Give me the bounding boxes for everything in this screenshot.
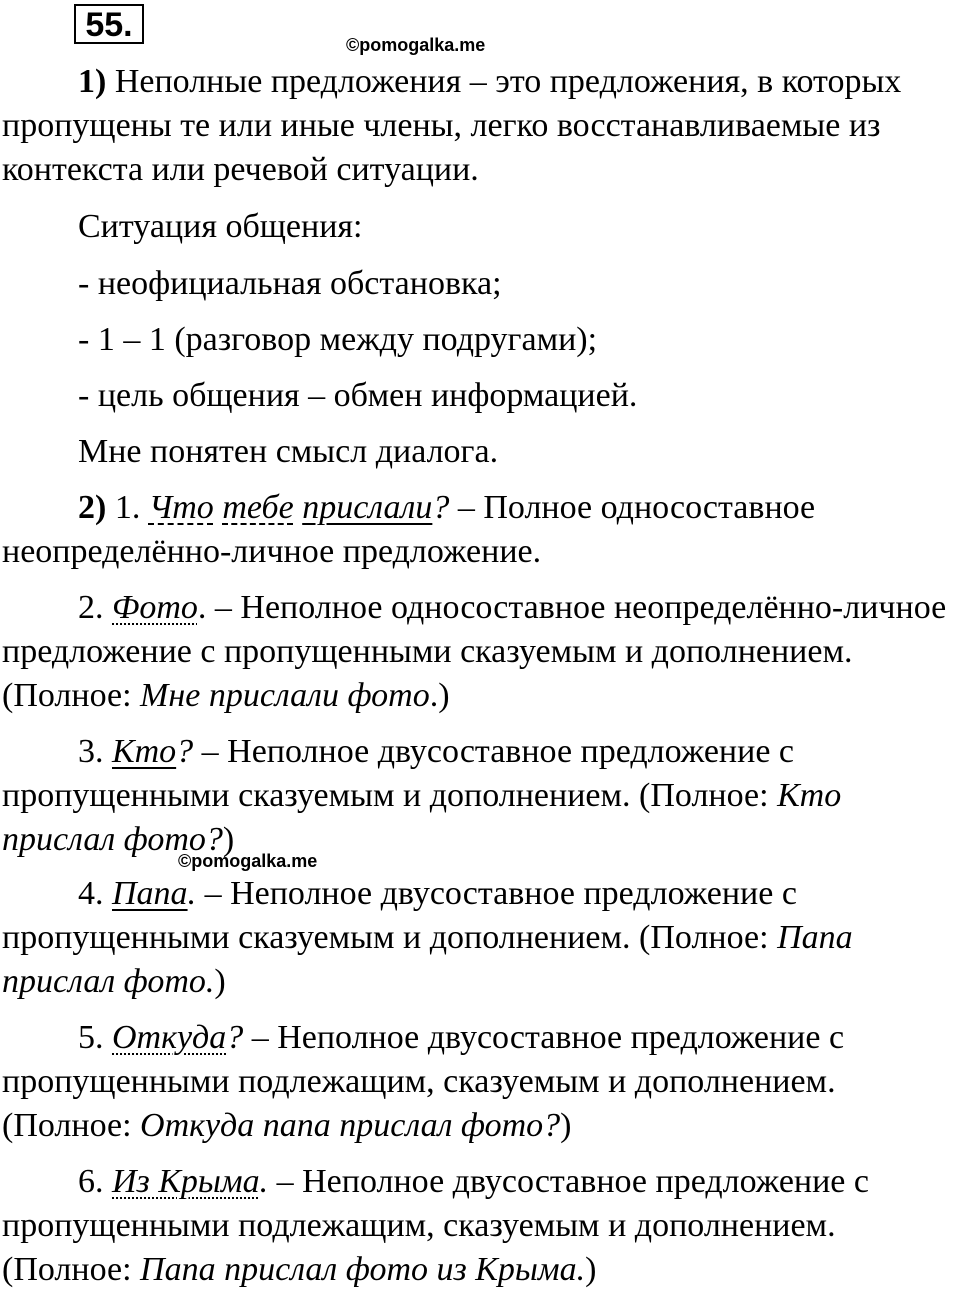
item-description: – Неполное двусоставное предложение с пропущенными сказуемым и дополнением. (Полное: xyxy=(2,733,795,814)
item-description: – Неполное двусоставное предложение с пропущенными подлежащим, сказуемым и дополнением. (Полное: xyxy=(2,1019,845,1144)
conclusion: Мне понятен смысл диалога. xyxy=(78,433,499,470)
analysis-item-4 xyxy=(2,872,960,1004)
underlined-word: Фото xyxy=(112,589,198,626)
item-description: – Неполное двусоставное предложение с пропущенными сказуемым и дополнением. (Полное: xyxy=(2,875,797,956)
underlined-word: Папа xyxy=(112,875,188,912)
situation-item: - цель общения – обмен информацией. xyxy=(78,377,638,414)
analysis-item-2 xyxy=(2,586,960,718)
underlined-word: тебе xyxy=(222,489,294,526)
situation-item: - неофициальная обстановка; xyxy=(78,265,502,302)
underlined-word: Кто xyxy=(112,733,177,770)
punctuation: ) xyxy=(222,821,235,858)
definition-paragraph xyxy=(2,60,960,192)
underlined-word: Из Крыма xyxy=(112,1163,260,1200)
full-sentence: Кто прислал фото? xyxy=(2,777,842,858)
item-number: 4. xyxy=(78,875,112,912)
analysis-item-6 xyxy=(2,1160,960,1292)
punctuation: ? xyxy=(432,489,450,526)
item-number: 5. xyxy=(78,1019,112,1056)
punctuation: . xyxy=(187,875,197,912)
underlined-word: прислали xyxy=(302,489,433,526)
full-sentence: Мне прислали фото xyxy=(140,677,430,714)
part-marker: 2) xyxy=(78,489,107,526)
item-number: 1. xyxy=(114,489,149,526)
analysis-item-1 xyxy=(2,486,960,574)
punctuation: . xyxy=(197,589,207,626)
situation-item: - 1 – 1 (разговор между подругами); xyxy=(78,321,598,358)
definition-text: Неполные предложения – это предложения, в которых пропущены те или иные члены, легко восстанавливаемые из контекста или речевой ситуации. xyxy=(2,63,902,188)
analysis-item-3 xyxy=(2,730,960,862)
watermark: ©pomogalka.me xyxy=(178,851,318,871)
punctuation: .) xyxy=(429,677,450,714)
watermark: ©pomogalka.me xyxy=(346,35,486,55)
situation-title: Ситуация общения: xyxy=(78,208,363,245)
item-description: – Неполное односоставное неопределённо-личное предложение с пропущенными сказуемым и дополнением. (Полное: xyxy=(2,589,947,714)
punctuation: ) xyxy=(214,963,226,1000)
exercise-number: 55. xyxy=(74,4,144,44)
underlined-word: Что xyxy=(148,489,214,526)
full-sentence: Откуда папа прислал фото? xyxy=(140,1107,561,1144)
part-marker: 1) xyxy=(78,63,107,100)
item-number: 6. xyxy=(78,1163,112,1200)
punctuation: ) xyxy=(560,1107,572,1144)
punctuation: ) xyxy=(585,1251,597,1288)
item-number: 2. xyxy=(78,589,112,626)
item-description: – Полное односоставное неопределённо-личное предложение. xyxy=(2,489,816,570)
item-description: – Неполное двусоставное предложение с пропущенными подлежащим, сказуемым и дополнением. (Полное: xyxy=(2,1163,869,1288)
full-sentence: Папа прислал фото из Крыма. xyxy=(140,1251,586,1288)
analysis-item-5 xyxy=(2,1016,960,1148)
item-number: 3. xyxy=(78,733,112,770)
full-sentence: Папа прислал фото. xyxy=(2,919,853,1000)
punctuation: . xyxy=(259,1163,269,1200)
punctuation: ? xyxy=(226,1019,244,1056)
punctuation: ? xyxy=(176,733,194,770)
underlined-word: Откуда xyxy=(112,1019,227,1056)
